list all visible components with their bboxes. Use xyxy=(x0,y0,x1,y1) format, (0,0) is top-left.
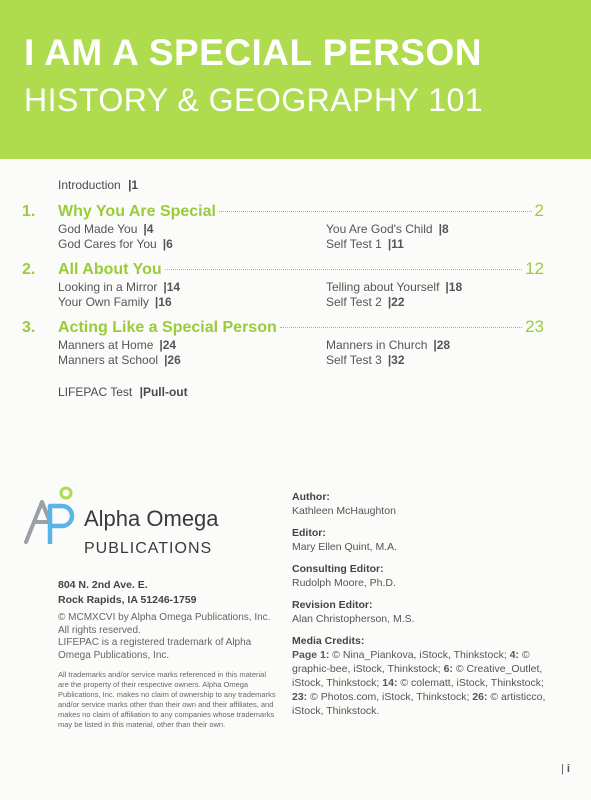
toc-lesson: You Are God's Child |8 xyxy=(326,222,449,236)
toc-intro xyxy=(58,178,138,192)
unit-page: 12 xyxy=(525,259,544,278)
toc-lesson: Self Test 3 |32 xyxy=(326,353,405,367)
page-title: I AM A SPECIAL PERSON xyxy=(24,32,482,73)
intro-label: Introduction xyxy=(58,178,121,192)
publisher-address: 804 N. 2nd Ave. E. Rock Rapids, IA 51246-1759 xyxy=(58,579,197,606)
unit-number: 3. xyxy=(22,319,36,336)
toc-lesson: Manners at Home |24 xyxy=(58,338,177,352)
toc-lesson: God Made You |4 xyxy=(58,222,154,236)
brand-subname: PUBLICATIONS xyxy=(84,540,213,557)
lifepac-page: |Pull-out xyxy=(139,385,188,399)
toc-lesson: God Cares for You |6 xyxy=(58,237,173,251)
toc-lesson: Manners in Church |28 xyxy=(326,338,451,352)
intro-page: |1 xyxy=(128,178,139,192)
toc-lesson: Your Own Family |16 xyxy=(58,295,172,309)
alpha-omega-logo-icon xyxy=(20,486,80,550)
dot-leader xyxy=(165,269,522,270)
toc-lesson: Manners at School |26 xyxy=(58,353,181,367)
unit-number: 1. xyxy=(22,203,36,220)
brand-name: Alpha Omega xyxy=(84,506,219,531)
page-subtitle: HISTORY & GEOGRAPHY 101 xyxy=(24,82,484,118)
lifepac-label: LIFEPAC Test xyxy=(58,385,133,399)
dot-leader xyxy=(280,327,522,328)
toc-unit-3 xyxy=(22,317,544,337)
trademark-notice: All trademarks and/or service marks referenced in this material are the property of their respective owners. Alpha Omega Publications, Inc. makes no claim of ownership to any trademarks and/or service marks other than their own and their affiliates, and makes no claim of affiliation to any companies whose trademarks may be listed in this material, other than their own. xyxy=(58,670,276,729)
unit-page: 23 xyxy=(525,317,544,336)
toc-lesson: Self Test 1 |11 xyxy=(326,237,404,251)
media-credits: Media Credits: Page 1: © Nina_Piankova, iStock, Thinkstock; 4: © graphic-bee, iStock, Thinkstock; 6: © Creative_Outlet, iStock, Thinkstock; 14: © colematt, iStock, Thinkstock; 23: © Photos.com, iStock, Thinkstock; 26: © artisticco, iStock, Thinkstock. xyxy=(292,635,546,717)
unit-title: Acting Like a Special Person xyxy=(58,319,277,336)
title-banner xyxy=(0,0,591,159)
toc-lesson: Looking in a Mirror |14 xyxy=(58,280,181,294)
credits-block xyxy=(292,490,552,726)
unit-title: All About You xyxy=(58,261,162,278)
unit-page: 2 xyxy=(534,201,544,220)
unit-title: Why You Are Special xyxy=(58,203,216,220)
revision-editor-credit: Revision Editor: Alan Christopherson, M.S. xyxy=(292,599,415,625)
toc-lifepac-test xyxy=(58,385,188,399)
toc-lesson: Self Test 2 |22 xyxy=(326,295,405,309)
copyright-notice: © MCMXCVI by Alpha Omega Publications, Inc. All rights reserved. LIFEPAC is a registered trademark of Alpha Omega Publications, Inc. xyxy=(58,612,271,661)
dot-leader xyxy=(219,211,532,212)
editor-credit: Editor: Mary Ellen Quint, M.A. xyxy=(292,527,398,553)
unit-number: 2. xyxy=(22,261,36,278)
toc-unit-1 xyxy=(22,201,544,221)
toc-unit-2 xyxy=(22,259,544,279)
toc-lesson: Telling about Yourself |18 xyxy=(326,280,463,294)
page-number: | i xyxy=(561,763,570,775)
author-credit: Author: Kathleen McHaughton xyxy=(292,491,396,517)
consulting-editor-credit: Consulting Editor: Rudolph Moore, Ph.D. xyxy=(292,563,396,589)
